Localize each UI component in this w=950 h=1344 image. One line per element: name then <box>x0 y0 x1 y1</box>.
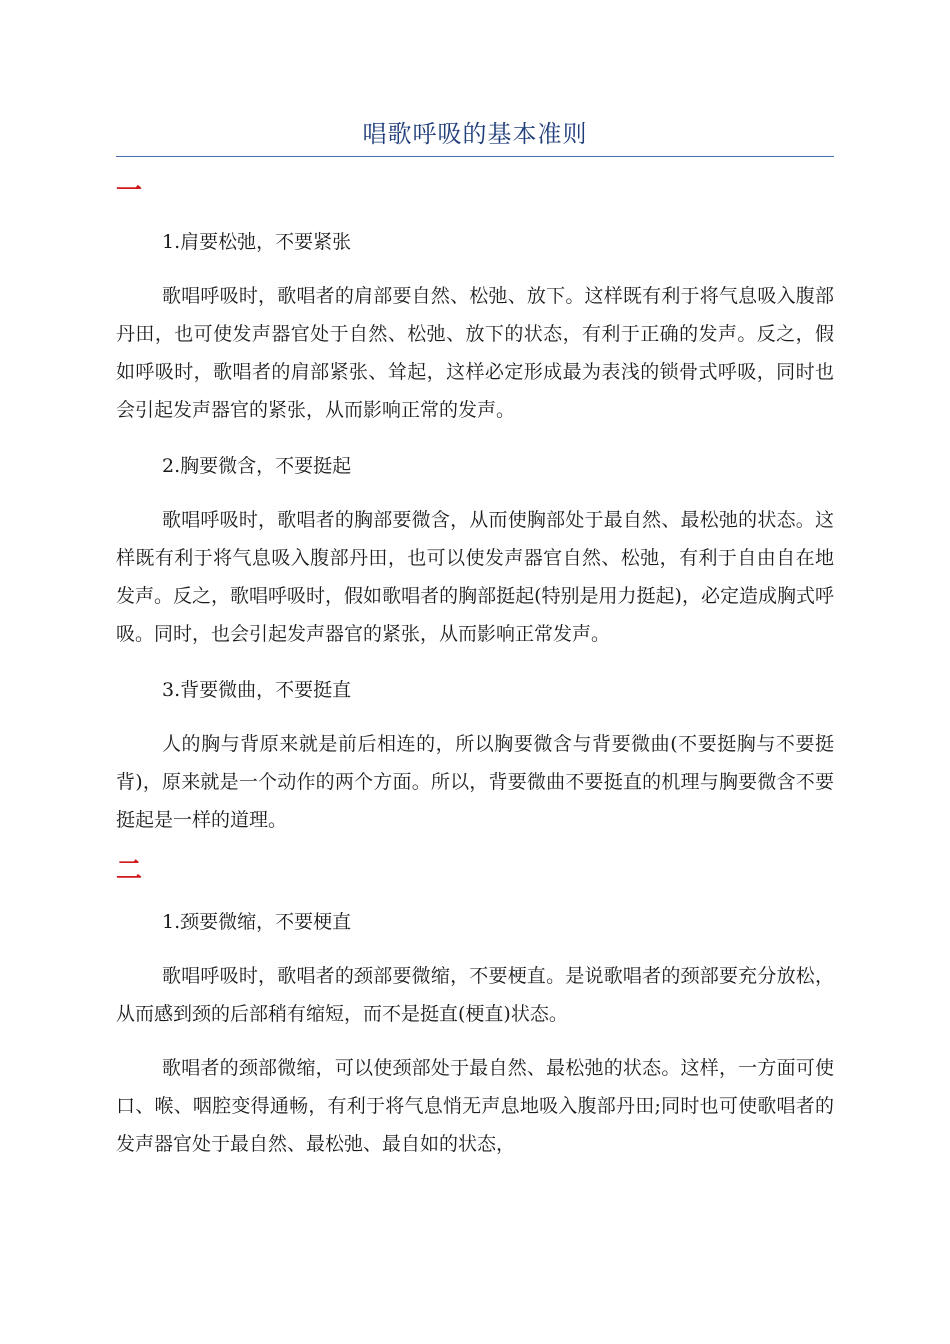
paragraph: 歌唱呼吸时，歌唱者的肩部要自然、松弛、放下。这样既有利于将气息吸入腹部丹田，也可使发声器官处于自然、松弛、放下的状态，有利于正确的发声。反之，假如呼吸时，歌唱者的肩部紧张、耸起，这样必定形成最为表浅的锁骨式呼吸，同时也会引起发声器官的紧张，从而影响正常的发声。 <box>116 285 834 421</box>
paragraph: 歌唱呼吸时，歌唱者的颈部要微缩，不要梗直。是说歌唱者的颈部要充分放松，从而感到颈的后部稍有缩短，而不是挺直(梗直)状态。 <box>116 965 834 1025</box>
paragraph: 歌唱者的颈部微缩，可以使颈部处于最自然、最松弛的状态。这样，一方面可使口、喉、咽腔变得通畅，有利于将气息悄无声息地吸入腹部丹田;同时也可使歌唱者的发声器官处于最自然、最松弛、最自如的状态， <box>116 1057 834 1155</box>
document-page <box>116 0 834 1163</box>
title-underline <box>116 156 834 157</box>
item-heading: 2.胸要微含，不要挺起 <box>162 455 352 477</box>
item-heading: 1.肩要松弛，不要紧张 <box>162 231 352 253</box>
section-mark-two: 二 <box>116 856 143 886</box>
paragraph: 歌唱呼吸时，歌唱者的胸部要微含，从而使胸部处于最自然、最松弛的状态。这样既有利于将气息吸入腹部丹田，也可以使发声器官自然、松弛，有利于自由自在地发声。反之，歌唱呼吸时，假如歌唱者的胸部挺起(特别是用力挺起)，必定造成胸式呼吸。同时，也会引起发声器官的紧张，从而影响正常发声。 <box>116 509 834 645</box>
paragraph: 人的胸与背原来就是前后相连的，所以胸要微含与背要微曲(不要挺胸与不要挺背)，原来就是一个动作的两个方面。所以，背要微曲不要挺直的机理与胸要微含不要挺起是一样的道理。 <box>116 733 834 831</box>
document-title: 唱歌呼吸的基本准则 <box>362 120 588 148</box>
section-mark-one: 一 <box>116 176 143 206</box>
item-heading: 3.背要微曲，不要挺直 <box>162 679 352 701</box>
item-heading: 1.颈要微缩，不要梗直 <box>162 911 352 933</box>
